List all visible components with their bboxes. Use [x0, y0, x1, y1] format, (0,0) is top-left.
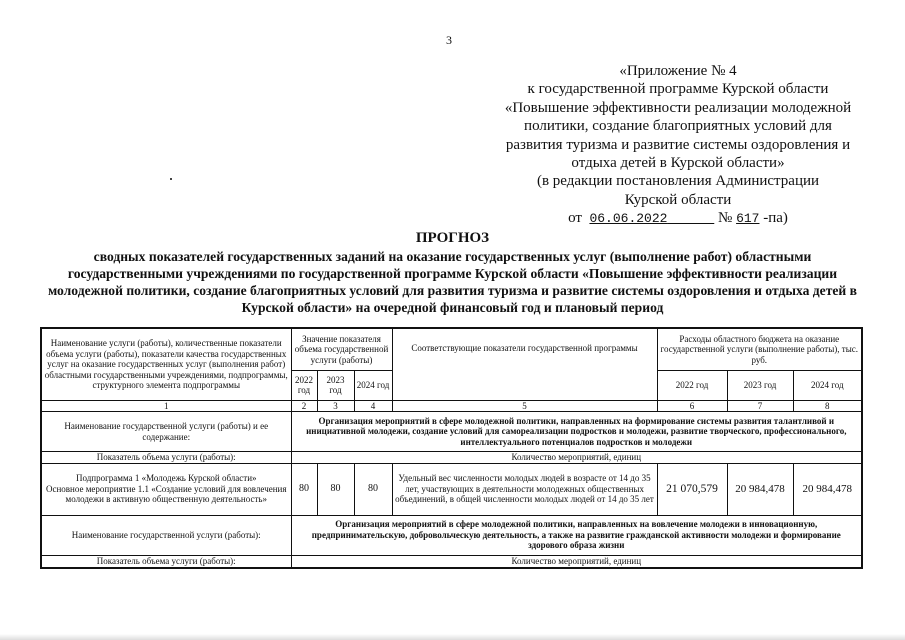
appendix-line: политики, создание благоприятных условий для: [524, 118, 832, 135]
table-numbering-row: [41, 400, 862, 412]
forecast-table: [40, 327, 863, 569]
header-volume-group: Значение показателя объема государственной услуги (работы): [291, 328, 392, 370]
page-edge-shadow: [0, 634, 905, 640]
column-number: 6: [657, 400, 727, 412]
indicator-label: Показатель объема услуги (работы):: [41, 452, 291, 464]
indicator-label: Показатель объема услуги (работы):: [41, 555, 291, 568]
appendix-line: отдыха детей в Курской области»: [571, 155, 785, 172]
header-year: 2022 год: [291, 370, 317, 400]
service-value: Организация мероприятий в сфере молодежной политики, направленных на формирование системы развития талантливой и инициативной молодежи, создание условий для самореализации подростков и молодежи, развитие творческого, профессионального, интеллектуального потенциалов подростков и молодежи: [291, 412, 862, 452]
header-year: 2024 год: [793, 370, 862, 400]
decree-date: 06.06.2022: [589, 211, 668, 227]
decree-date-line: [568, 209, 788, 228]
decree-number: 617: [736, 211, 760, 227]
header-year: 2024 год: [354, 370, 392, 400]
column-number: 3: [317, 400, 354, 412]
indicator-value: Количество мероприятий, единиц: [291, 452, 862, 464]
appendix-line: «Повышение эффективности реализации молодежной: [504, 99, 852, 116]
service-label: Наименование государственной услуги (работы):: [41, 515, 291, 555]
header-budget-group: Расходы областного бюджета на оказание государственной услуги (выполнение работы), тыс. руб.: [657, 328, 862, 370]
table-row: [41, 555, 862, 568]
budget-2022: 21 070,579: [657, 463, 727, 515]
table-row: [41, 412, 862, 452]
service-value: Организация мероприятий в сфере молодежной политики, направленных на вовлечение молодежи в инновационную, предпринимательскую, добровольческую деятельность, а также на развитие гражданской активности молодежи и формирование здорового образа жизни: [291, 515, 862, 555]
column-number: 2: [291, 400, 317, 412]
table-header-row: [41, 328, 862, 370]
date-prefix: от: [568, 210, 582, 227]
table-row: [41, 452, 862, 464]
budget-2023: 20 984,478: [727, 463, 793, 515]
header-col1: Наименование услуги (работы), количественные показатели объема услуги (работы), показатели качества государственных услуг на оказание государственных услуг (выполнения работ) областными государственными учреждениями, подпрограммы, структурного элемента подпрограммы: [41, 328, 291, 400]
scan-speck: [170, 178, 172, 180]
subprogram-title: Подпрограмма 1 «Молодежь Курской области»: [75, 473, 257, 484]
volume-2022: 80: [291, 463, 317, 515]
appendix-header: [488, 62, 868, 229]
appendix-line: развития туризма и развитие системы оздоровления и: [505, 136, 851, 153]
subprogram-text: Основное мероприятие 1.1 «Создание условий для вовлечения молодежи в активную общественную деятельность»: [46, 483, 287, 505]
budget-2024: 20 984,478: [793, 463, 862, 515]
table-row: [41, 463, 862, 515]
column-number: 5: [392, 400, 657, 412]
program-indicator: Удельный вес численности молодых людей в возрасте от 14 до 35 лет, участвующих в деятельности молодежных общественных объединений, в общей численности молодых людей от 14 до 35 лет: [392, 463, 657, 515]
column-number: 4: [354, 400, 392, 412]
header-col5: Соответствующие показатели государственной программы: [392, 328, 657, 400]
decree-suffix: -па): [763, 210, 788, 227]
number-prefix: №: [718, 210, 733, 227]
page-number: 3: [446, 33, 452, 47]
subprogram-cell: [41, 463, 291, 515]
header-year: 2023 год: [727, 370, 793, 400]
service-label: Наименование государственной услуги (работы) и ее содержание:: [41, 412, 291, 452]
column-number: 8: [793, 400, 862, 412]
volume-2023: 80: [317, 463, 354, 515]
header-year: 2023 год: [317, 370, 354, 400]
appendix-line: «Приложение № 4: [619, 63, 737, 79]
indicator-value: Количество мероприятий, единиц: [291, 555, 862, 568]
appendix-line: Курской области: [624, 191, 732, 208]
document-subtitle: сводных показателей государственных заданий на оказание государственных услуг (выполнение работ) областными государственными учреждениями по государственной программе Курской области «Повышение эффективности реализации молодежной политики, создание благоприятных условий для развития туризма и развитие системы оздоровления и отдыха детей в Курской области» на очередной финансовый год и плановый период: [47, 249, 858, 315]
header-year: 2022 год: [657, 370, 727, 400]
appendix-line: (в редакции постановления Администрации: [536, 173, 820, 190]
document-title: ПРОГНОЗ: [415, 230, 490, 246]
volume-2024: 80: [354, 463, 392, 515]
appendix-line: к государственной программе Курской области: [527, 81, 829, 98]
table-row: [41, 515, 862, 555]
column-number: 1: [41, 400, 291, 412]
column-number: 7: [727, 400, 793, 412]
